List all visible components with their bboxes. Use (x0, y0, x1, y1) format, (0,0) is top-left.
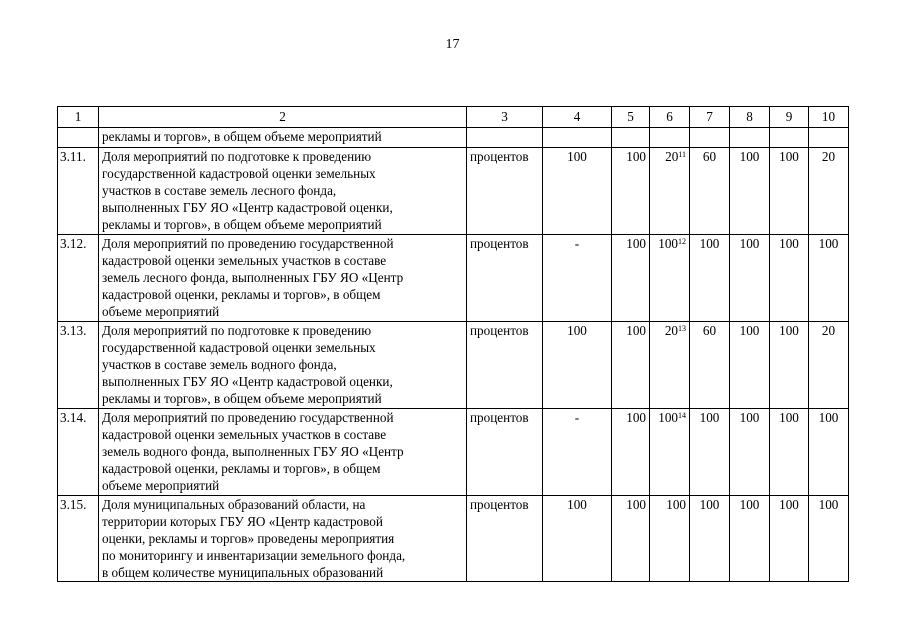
value-col-6 (650, 148, 690, 235)
value-col-9: 100 (770, 496, 809, 582)
value-col-5: 100 (612, 322, 650, 409)
row-number: 3.14. (58, 409, 99, 496)
unit-cell: процентов (467, 235, 543, 322)
indicator-name-line: участков в составе земель водного фонда, (102, 357, 337, 372)
indicator-name-line: объеме мероприятий (102, 304, 220, 319)
value-col-9: 100 (770, 322, 809, 409)
indicator-name (99, 322, 467, 409)
value-col-5: 100 (612, 235, 650, 322)
value-col-6-number: 100 (658, 410, 678, 425)
unit-cell: процентов (467, 409, 543, 496)
indicator-name-line: земель лесного фонда, выполненных ГБУ ЯО «Центр (102, 270, 404, 285)
indicator-name-line: государственной кадастровой оценки земельных (102, 340, 376, 355)
value-col-6 (650, 409, 690, 496)
footnote-ref: 11 (678, 150, 686, 159)
header-cell: 3 (467, 107, 543, 128)
value-col-7: 60 (690, 322, 730, 409)
row-number: 3.11. (58, 148, 99, 235)
indicators-table (57, 106, 849, 582)
value-col-6 (650, 322, 690, 409)
value-col-5: 100 (612, 496, 650, 582)
header-cell: 2 (99, 107, 467, 128)
header-cell: 10 (809, 107, 849, 128)
value-col-9: 100 (770, 409, 809, 496)
indicator-name-line: рекламы и торгов», в общем объеме мероприятий (102, 217, 382, 232)
value-col-6-number: 20 (665, 149, 679, 164)
value-col-7: 100 (690, 235, 730, 322)
indicator-name (99, 148, 467, 235)
value-col-7: 100 (690, 409, 730, 496)
value-col-6-number: 100 (658, 236, 678, 251)
indicator-name (99, 409, 467, 496)
indicator-name-line: государственной кадастровой оценки земельных (102, 166, 376, 181)
table-row (58, 496, 849, 582)
header-cell: 5 (612, 107, 650, 128)
table-row (58, 322, 849, 409)
value-col-4: - (543, 409, 612, 496)
value-col-4: 100 (543, 148, 612, 235)
continuation-text: рекламы и торгов», в общем объеме мероприятий (99, 128, 467, 148)
value-col-7: 100 (690, 496, 730, 582)
value-col-8: 100 (730, 148, 770, 235)
indicator-name-line: территории которых ГБУ ЯО «Центр кадастровой (102, 514, 383, 529)
indicator-name-line: Доля мероприятий по подготовке к проведению (102, 149, 372, 164)
header-cell: 9 (770, 107, 809, 128)
indicator-name-line: Доля мероприятий по проведению государственной (102, 410, 394, 425)
indicator-name-line: кадастровой оценки земельных участков в составе (102, 427, 387, 442)
header-cell: 4 (543, 107, 612, 128)
continuation-row (58, 128, 849, 148)
indicator-name (99, 496, 467, 582)
value-col-8: 100 (730, 409, 770, 496)
header-cell: 7 (690, 107, 730, 128)
footnote-ref: 12 (678, 237, 686, 246)
value-col-5: 100 (612, 148, 650, 235)
value-col-6-number: 20 (664, 323, 678, 338)
row-number: 3.12. (58, 235, 99, 322)
indicator-name-line: участков в составе земель лесного фонда, (102, 183, 337, 198)
indicator-name-line: объеме мероприятий (102, 478, 220, 493)
value-col-6 (650, 235, 690, 322)
indicator-name-line: Доля мероприятий по подготовке к проведению (102, 323, 372, 338)
indicator-name-line: кадастровой оценки, рекламы и торгов», в общем (102, 287, 381, 302)
value-col-6 (650, 496, 690, 582)
indicator-name-line: рекламы и торгов», в общем объеме мероприятий (102, 391, 382, 406)
indicator-name-line: выполненных ГБУ ЯО «Центр кадастровой оценки, (102, 200, 393, 215)
value-col-10: 20 (809, 322, 849, 409)
indicator-name-line: выполненных ГБУ ЯО «Центр кадастровой оценки, (102, 374, 393, 389)
indicator-name-line: по мониторингу и инвентаризации земельного фонда, (102, 548, 406, 563)
value-col-6-number: 100 (666, 497, 686, 512)
header-cell: 6 (650, 107, 690, 128)
indicator-name-line: оценки, рекламы и торгов» проведены мероприятия (102, 531, 395, 546)
value-col-10: 100 (809, 235, 849, 322)
value-col-4: 100 (543, 496, 612, 582)
page-number: 17 (445, 37, 460, 52)
value-col-9: 100 (770, 148, 809, 235)
header-cell: 8 (730, 107, 770, 128)
value-col-8: 100 (730, 235, 770, 322)
indicator-name-line: Доля муниципальных образований области, на (102, 497, 366, 512)
value-col-4: - (543, 235, 612, 322)
header-cell: 1 (58, 107, 99, 128)
indicator-name (99, 235, 467, 322)
value-col-7: 60 (690, 148, 730, 235)
table-row (58, 235, 849, 322)
value-col-10: 20 (809, 148, 849, 235)
indicator-name-line: Доля мероприятий по проведению государственной (102, 236, 394, 251)
table-row (58, 148, 849, 235)
indicator-name-line: земель водного фонда, выполненных ГБУ ЯО «Центр (102, 444, 404, 459)
value-col-8: 100 (730, 322, 770, 409)
value-col-9: 100 (770, 235, 809, 322)
footnote-ref: 14 (678, 411, 686, 420)
indicator-name-line: кадастровой оценки, рекламы и торгов», в общем (102, 461, 381, 476)
row-number: 3.13. (58, 322, 99, 409)
table-row (58, 409, 849, 496)
table-header-row (58, 107, 849, 128)
value-col-5: 100 (612, 409, 650, 496)
indicator-name-line: кадастровой оценки земельных участков в составе (102, 253, 387, 268)
value-col-10: 100 (809, 409, 849, 496)
unit-cell: процентов (467, 322, 543, 409)
value-col-10: 100 (809, 496, 849, 582)
indicator-name-line: в общем количестве муниципальных образований (102, 565, 384, 580)
value-col-8: 100 (730, 496, 770, 582)
value-col-4: 100 (543, 322, 612, 409)
footnote-ref: 13 (678, 324, 686, 333)
unit-cell: процентов (467, 496, 543, 582)
unit-cell: процентов (467, 148, 543, 235)
row-number: 3.15. (58, 496, 99, 582)
